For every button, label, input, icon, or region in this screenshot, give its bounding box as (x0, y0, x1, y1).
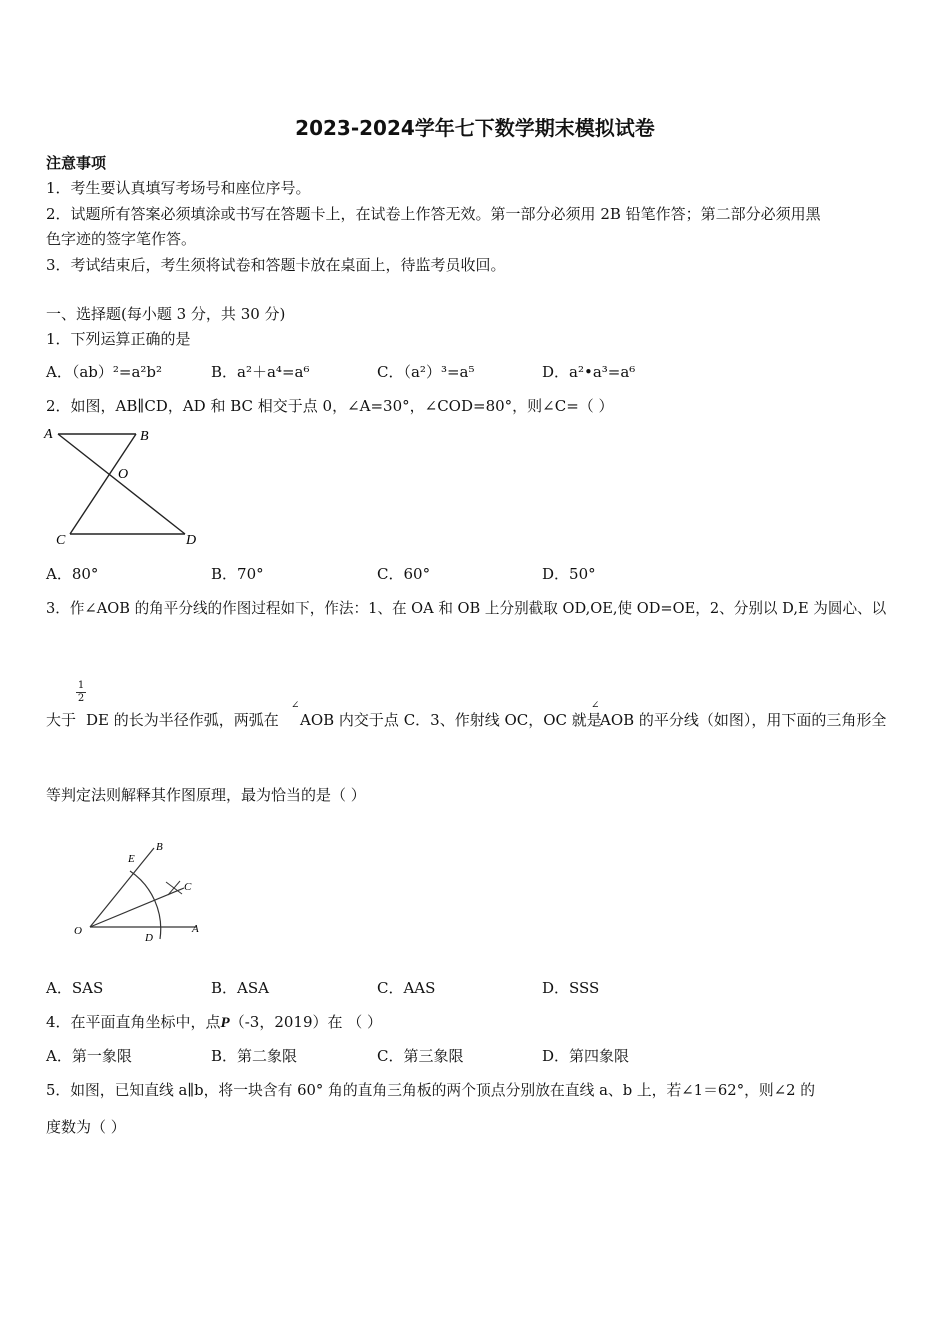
q2-stem: 2．如图，AB∥CD，AD 和 BC 相交于点 0，∠A=30°，∠COD=80°，则∠C=（ ） (46, 397, 614, 415)
q3-label-c: C (184, 881, 192, 893)
q1-option-b-text: a²＋a⁴=a⁶ (237, 363, 310, 381)
q4-option-c: C．第三象限 (377, 1047, 464, 1065)
q1-option-a-label: A． (46, 363, 72, 381)
q3-option-d: D．SSS (542, 979, 600, 997)
q3-label-o: O (74, 925, 82, 937)
q1-option-c-text: （a²）³=a⁵ (403, 363, 475, 381)
q2-label-o: O (118, 467, 129, 482)
q2-label-c: C (56, 533, 66, 548)
q3-option-b: B．ASA (211, 979, 269, 997)
q4-option-a: A．第一象限 (46, 1047, 132, 1065)
q2-option-b: B．70° (211, 565, 264, 583)
q1-option-c (377, 361, 474, 382)
q1-option-d-text: a²•a³=a⁶ (569, 363, 636, 381)
q2-line-bc (70, 434, 136, 534)
q4-option-d: D．第四象限 (542, 1047, 630, 1065)
q1-option-b (211, 361, 309, 382)
q3-ray-ob (90, 848, 154, 927)
q3-fraction (76, 680, 86, 705)
q2-option-d: D．50° (542, 565, 596, 583)
q1-option-c-label: C． (377, 363, 404, 381)
q3-line-1: 3．作∠AOB 的角平分线的作图过程如下，作法：1、在 OA 和 OB 上分别截取 OD,OE,使 OD=OE，2、分别以 D,E 为圆心、以 (46, 600, 887, 617)
q1-option-a-text: （ab）²=a²b² (71, 363, 163, 381)
q3-angle-mark-1: ∠ (291, 700, 300, 711)
q3-label-a: A (192, 923, 199, 935)
q1-option-d (542, 361, 635, 382)
q4-stem-start: 4．在平面直角坐标中，点 (46, 1013, 221, 1031)
q3-cross-2 (168, 881, 180, 895)
q1-option-d-label: D． (542, 363, 570, 381)
q3-option-a: A．SAS (46, 979, 104, 997)
q2-option-a: A．80° (46, 565, 99, 583)
q3-option-c: C．AAS (377, 979, 436, 997)
q3-line-2-start: 大于 (46, 711, 77, 729)
notice-item-2-cont: 色字迹的签字笔作答。 (46, 230, 197, 248)
q3-fraction-numerator: 1 (77, 680, 85, 691)
q2-label-a: A (44, 427, 53, 442)
q3-line-2-part-c: AOB 内交于点 C．3、作射线 OC，OC 就是 (300, 711, 602, 729)
q3-line-3: 等判定法则解释其作图原理，最为恰当的是（ ） (46, 786, 366, 804)
q1-option-a (46, 361, 162, 382)
q3-line-2-part-b: DE 的长为半径作弧，两弧在 (86, 711, 279, 729)
q4-point-p: P (220, 1015, 230, 1031)
notice-item-3: 3．考试结束后，考生须将试卷和答题卡放在桌面上，待监考员收回。 (46, 256, 506, 274)
page-title: 2023-2024学年七下数学期末模拟试卷 (295, 116, 655, 140)
q3-fraction-denominator: 2 (77, 693, 85, 704)
q4-option-b: B．第二象限 (211, 1047, 298, 1065)
q5-stem-cont: 度数为（ ） (46, 1118, 126, 1136)
q4-stem (46, 1011, 382, 1032)
section-heading: 一、选择题(每小题 3 分，共 30 分) (46, 305, 286, 323)
q2-label-b: B (140, 429, 149, 444)
q2-line-ad (58, 434, 185, 534)
q1-stem: 1．下列运算正确的是 (46, 330, 191, 348)
notice-item-1: 1．考生要认真填写考场号和座位序号。 (46, 179, 311, 197)
q4-stem-end: （-3，2019）在 （ ） (229, 1013, 383, 1031)
q2-option-c: C．60° (377, 565, 431, 583)
q3-label-e: E (128, 853, 135, 865)
q3-figure (66, 838, 216, 948)
q3-ray-oc (90, 888, 184, 927)
q3-label-d: D (145, 932, 153, 944)
q3-arc (130, 871, 161, 939)
q2-figure (40, 422, 210, 552)
q3-line-2-part-d: AOB 的平分线（如图），用下面的三角形全 (600, 711, 887, 729)
q2-label-d: D (186, 533, 197, 548)
notice-heading: 注意事项 (46, 154, 107, 172)
notice-item-2: 2．试题所有答案必须填涂或书写在答题卡上，在试卷上作答无效。第一部分必须用 2B 铅笔作答；第二部分必须用黑 (46, 205, 821, 223)
q3-angle-mark-2: ∠ (591, 700, 600, 711)
q5-stem: 5．如图，已知直线 a∥b，将一块含有 60° 角的直角三角板的两个顶点分别放在直线 a、b 上，若∠1＝62°，则∠2 的 (46, 1082, 816, 1099)
q1-option-b-label: B． (211, 363, 238, 381)
q3-label-b: B (156, 841, 163, 853)
